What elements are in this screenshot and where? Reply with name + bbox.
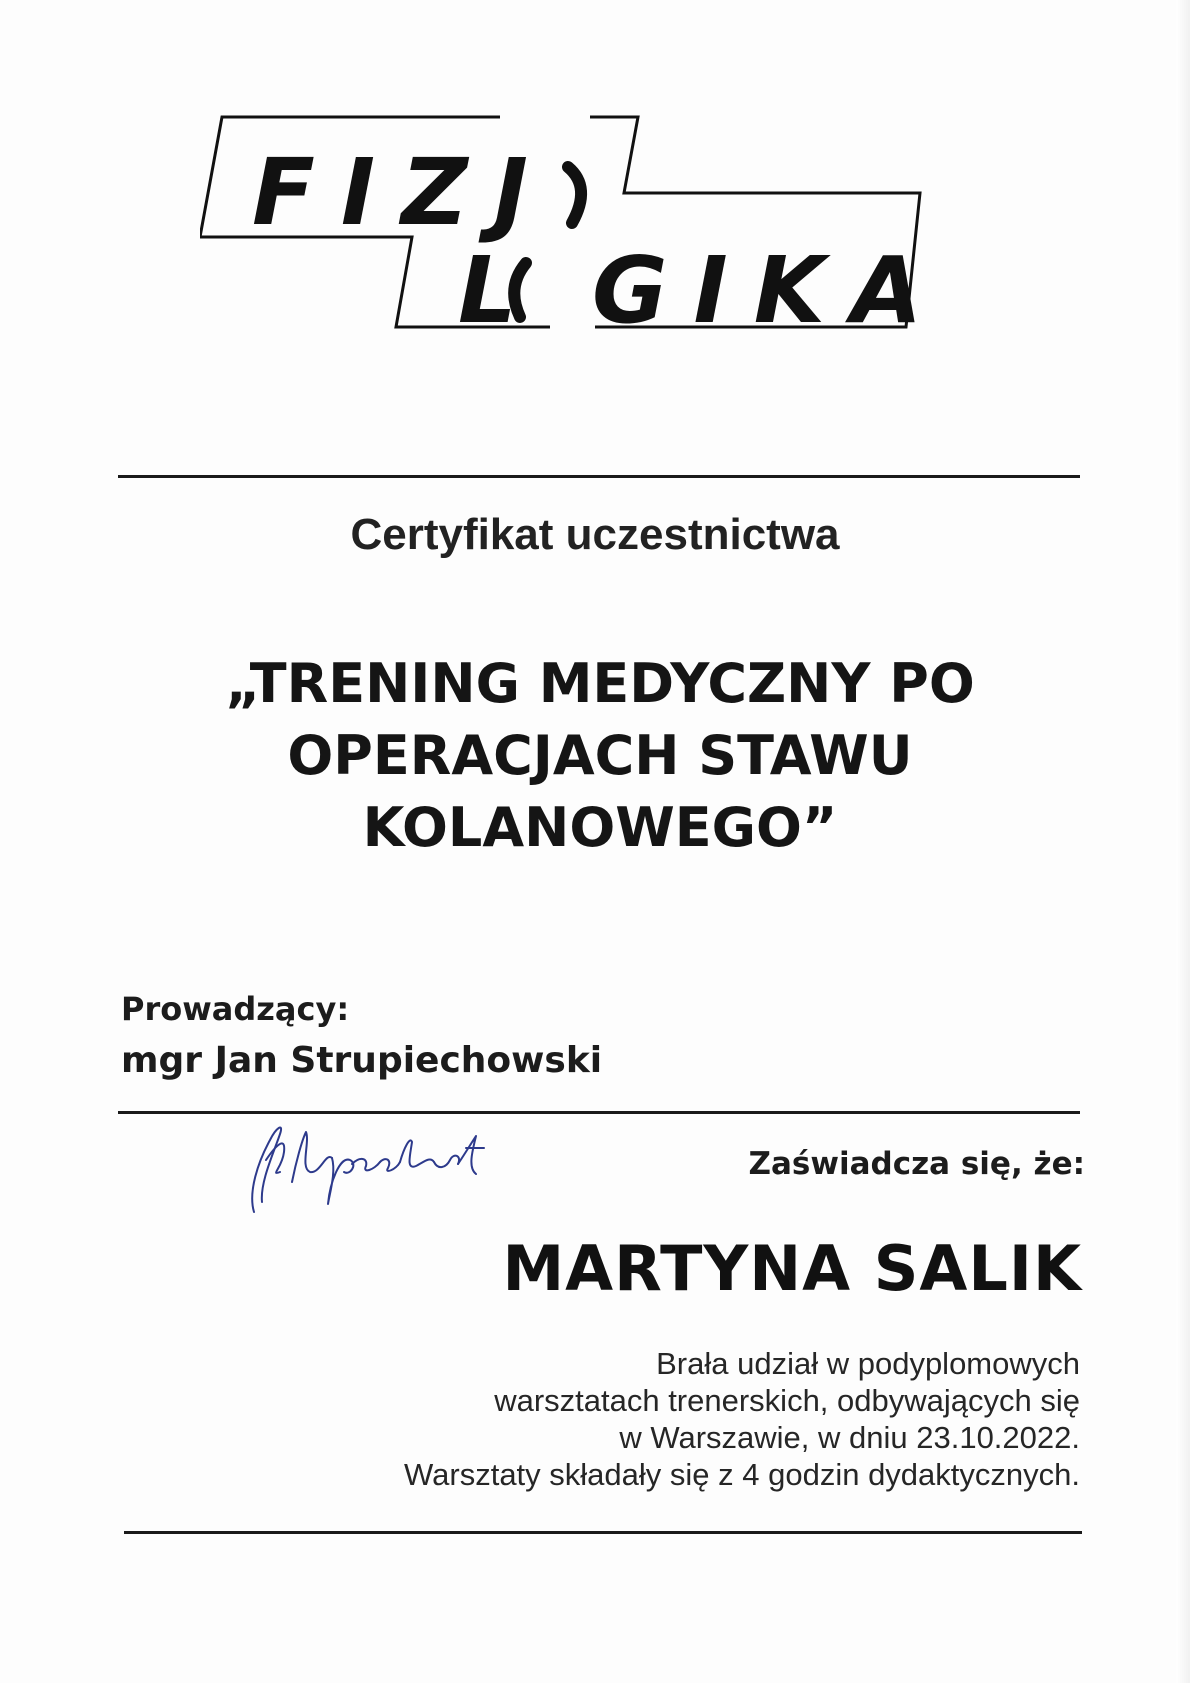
description-line: Warsztaty składały się z 4 godzin dydaktycznych. xyxy=(404,1457,1080,1492)
divider-bottom xyxy=(124,1531,1082,1534)
course-title-line: OPERACJACH STAWU xyxy=(287,724,913,787)
recipient-name: MARTYNA SALIK xyxy=(502,1232,1082,1305)
handwritten-signature xyxy=(240,1112,490,1217)
divider-top xyxy=(118,475,1080,478)
instructor-name: mgr Jan Strupiechowski xyxy=(121,1040,603,1081)
attestation-intro: Zaświadcza się, że: xyxy=(748,1146,1085,1182)
description-line: w Warszawie, w dniu 23.10.2022. xyxy=(619,1420,1080,1455)
attestation-description xyxy=(360,1345,1080,1493)
description-line: warsztatach trenerskich, odbywających się xyxy=(494,1383,1080,1418)
course-title-line: „TRENING MEDYCZNY PO xyxy=(225,652,975,715)
logo-word-fizj: FIZJ xyxy=(252,139,555,246)
description-line: Brała udział w podyplomowych xyxy=(656,1346,1080,1381)
course-title xyxy=(150,648,1050,864)
scan-edge xyxy=(1176,0,1190,1683)
certificate-type: Certyfikat uczestnictwa xyxy=(350,510,840,559)
logo-word-l: L xyxy=(458,237,543,344)
fizjologika-logo xyxy=(200,105,949,370)
logo-word-gika: GIKA xyxy=(592,237,949,344)
course-title-line: KOLANOWEGO” xyxy=(362,796,838,859)
instructor-label: Prowadzący: xyxy=(121,990,350,1028)
